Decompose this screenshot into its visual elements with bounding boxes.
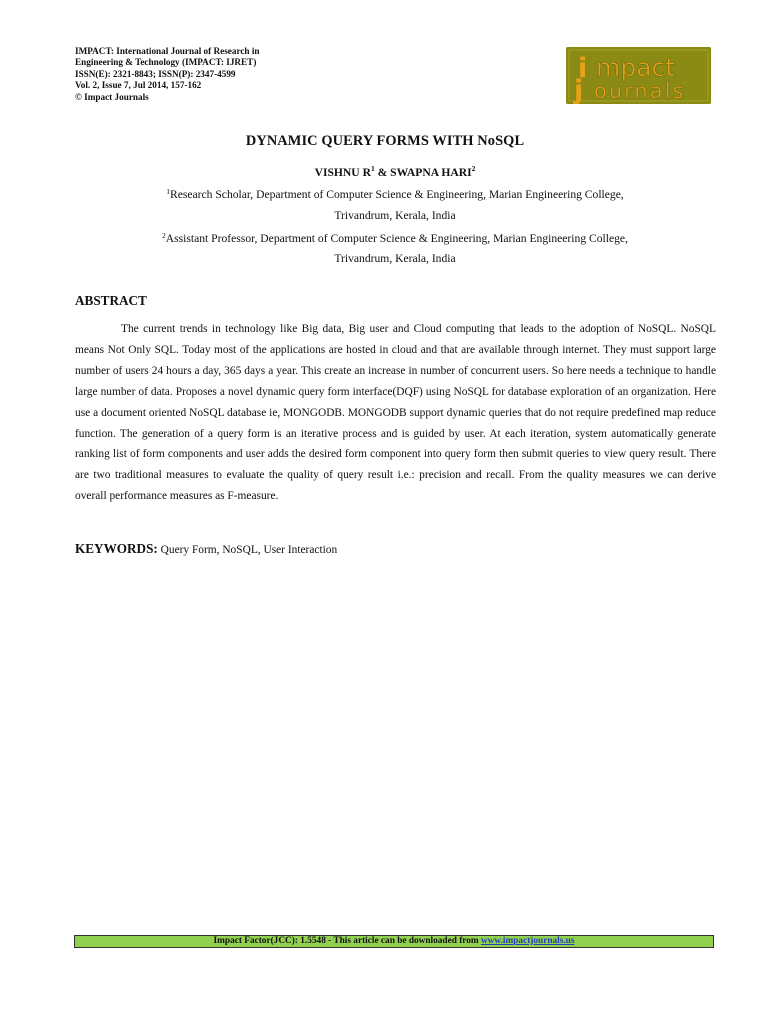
keywords-line — [75, 541, 337, 557]
abstract-paragraph: The current trends in technology like Big data, Big user and Cloud computing that leads to the adoption of NoSQL. NoSQL means Not Only SQL. Today most of the applications are hosted in cloud and that are available through internet. They must support large number of users 24 hours a day, 365 days a year. This create an increase in number of concurrent users. So here needs a technique to handle large number of data. Proposes a novel dynamic query form interface(DQF) using NoSQL for database exploration of an organization. Here use a document oriented NoSQL database ie, MONGODB. MONGODB support dynamic queries that do not require predefined map reduce function. The generation of a query form is an iterative process and is guided by user. At each iteration, system automatically generate ranking list of form components and user adds the desired form component into query form then submit queries to view query result. There are two traditional measures to evaluate the quality of query result i.e.: precision and recall. From the quality measures we can derive overall performance measures as F-measure. — [75, 323, 716, 503]
logo-word-journals: ournals — [594, 79, 686, 103]
footer-banner — [74, 935, 714, 948]
keywords-label: KEYWORDS: — [75, 541, 158, 556]
header-line-2: Engineering & Technology (IMPACT: IJRET) — [75, 57, 257, 68]
header-line-1: IMPACT: International Journal of Research in — [75, 46, 260, 56]
affiliation-2-sup: 2 — [162, 231, 166, 240]
impact-journals-logo — [566, 47, 711, 104]
author-line — [0, 164, 770, 179]
logo-j-letter: j — [574, 75, 584, 104]
journal-header — [75, 46, 375, 103]
author-1: VISHNU R — [314, 166, 371, 179]
affiliation-1-line-2: Trivandrum, Kerala, India — [334, 209, 456, 222]
footer-link[interactable]: www.impactjournals.us — [480, 936, 575, 946]
affiliation-1-line-1 — [0, 187, 770, 201]
logo-word-impact: mpact — [596, 53, 676, 82]
affiliation-2-line-1 — [0, 231, 770, 245]
logo-i-letter: i — [578, 53, 588, 84]
footer-text: Impact Factor(JCC): 1.5548 - This article can be downloaded from — [213, 936, 481, 946]
author-1-sup: 1 — [370, 164, 375, 173]
author-separator: & — [374, 166, 391, 179]
keywords-text: Query Form, NoSQL, User Interaction — [157, 544, 338, 556]
affiliation-1-text: Research Scholar, Department of Computer Science & Engineering, Marian Engineering College, — [169, 188, 624, 201]
header-line-5: © Impact Journals — [75, 91, 149, 102]
header-line-4: Vol. 2, Issue 7, Jul 2014, 157-162 — [75, 80, 202, 91]
paper-title: DYNAMIC QUERY FORMS WITH NoSQL — [245, 133, 525, 149]
affiliation-2-line-2: Trivandrum, Kerala, India — [334, 252, 456, 265]
abstract-heading: ABSTRACT — [75, 293, 147, 308]
affiliation-2-text: Assistant Professor, Department of Computer Science & Engineering, Marian Engineering College, — [165, 232, 628, 245]
affiliation-1-sup: 1 — [166, 187, 170, 196]
abstract-body — [75, 319, 716, 507]
header-line-3: ISSN(E): 2321-8843; ISSN(P): 2347-4599 — [75, 68, 236, 79]
author-2-sup: 2 — [471, 164, 476, 173]
author-2: SWAPNA HARI — [390, 166, 472, 179]
